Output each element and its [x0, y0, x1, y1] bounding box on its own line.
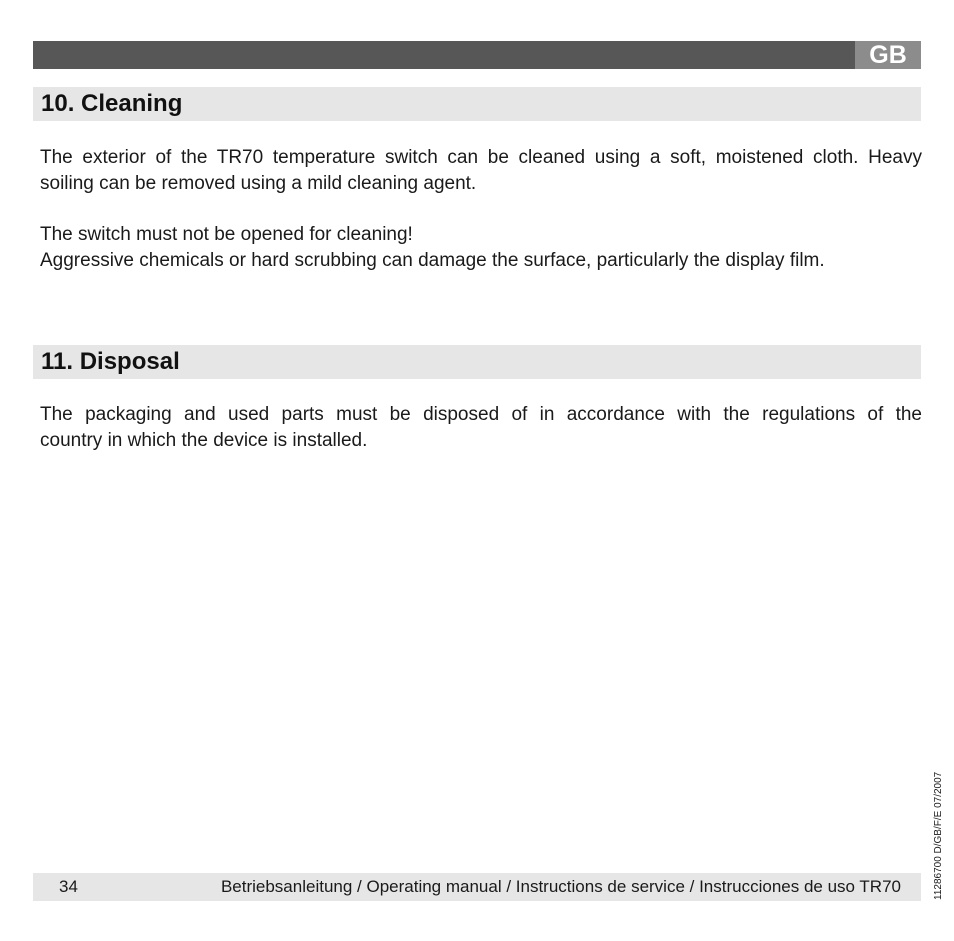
- paragraph-line: The packaging and used parts must be disposed of in accordance with the regulations of the: [40, 404, 922, 425]
- disposal-paragraph: [40, 402, 922, 454]
- section-heading-cleaning: 10. Cleaning: [33, 87, 921, 121]
- paragraph-line: soiling can be removed using a mild cleaning agent.: [40, 173, 477, 194]
- header-bar: [33, 41, 921, 69]
- paragraph-line: The exterior of the TR70 temperature switch can be cleaned using a soft, moistened cloth. Heavy: [40, 147, 922, 168]
- footer-bar: [33, 873, 921, 901]
- page-number: 34: [59, 877, 78, 896]
- cleaning-paragraph-1: [40, 145, 922, 197]
- cleaning-paragraph-2: [40, 222, 922, 274]
- document-code: 11286700 D/GB/F/E 07/2007: [933, 771, 944, 900]
- paragraph-line: country in which the device is installed.: [40, 430, 368, 451]
- footer-title: Betriebsanleitung / Operating manual / Instructions de service / Instrucciones de uso TR70: [220, 877, 901, 896]
- paragraph-line: Aggressive chemicals or hard scrubbing can damage the surface, particularly the display film.: [40, 250, 825, 271]
- section-heading-disposal: 11. Disposal: [33, 345, 921, 379]
- language-tag: GB: [855, 41, 921, 69]
- paragraph-line: The switch must not be opened for cleaning!: [40, 224, 413, 245]
